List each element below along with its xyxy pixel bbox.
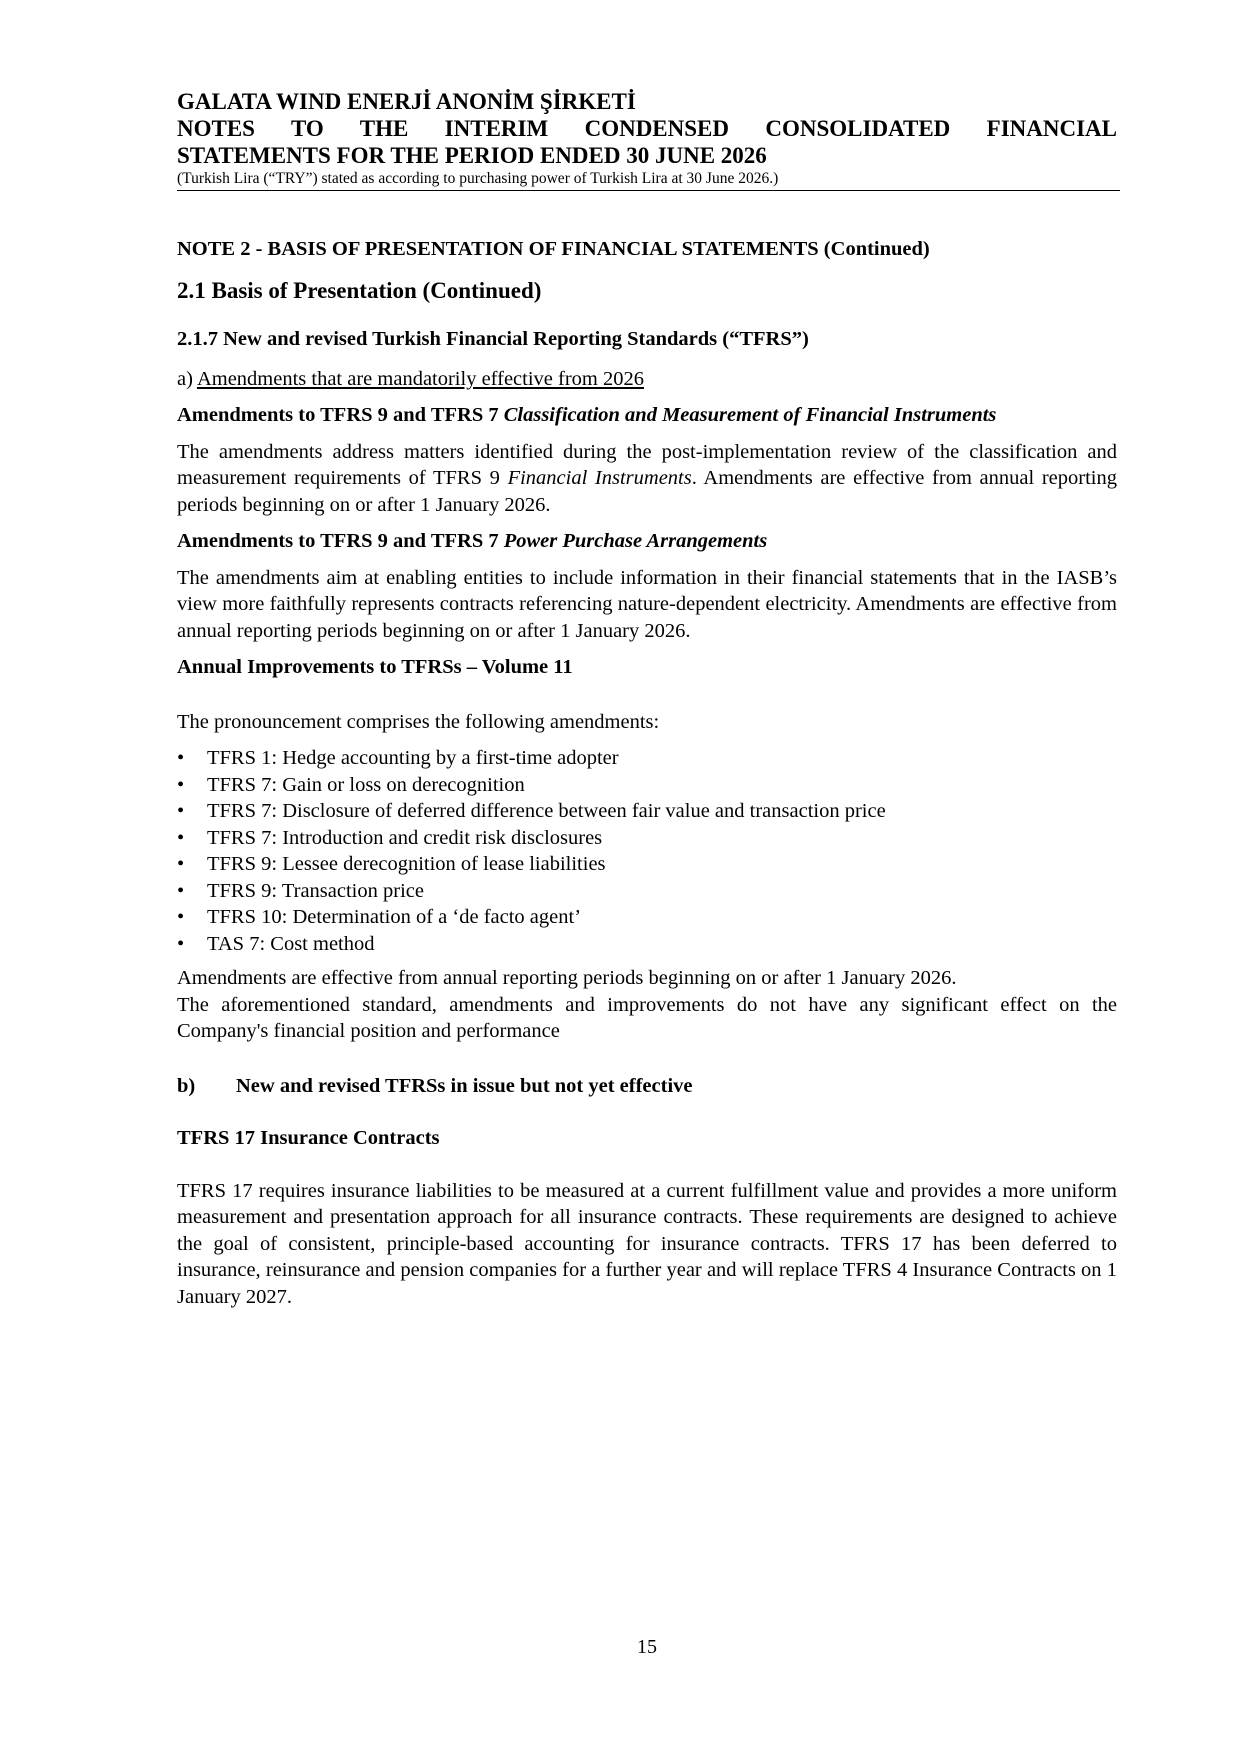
- amendment-1-title: [177, 402, 1117, 429]
- amendment-1-text-part-1: The amendments address matters identified during the post-implementation review of the classification and measurement requirements of TFRS 9: [177, 440, 1117, 489]
- annual-improvements-conclusion: The aforementioned standard, amendments and improvements do not have any significant effect on the Company's financial position and performance: [177, 993, 1117, 1042]
- list-item: • TFRS 7: Disclosure of deferred difference between fair value and transaction price: [177, 798, 1117, 825]
- report-title-line-2: STATEMENTS FOR THE PERIOD ENDED 30 JUNE 2026: [177, 143, 767, 168]
- part-a-heading: [177, 366, 1117, 393]
- amendment-2-title: [177, 528, 1117, 555]
- list-item: • TFRS 9: Transaction price: [177, 878, 1117, 905]
- part-b-text: New and revised TFRSs in issue but not yet effective: [236, 1074, 693, 1097]
- part-a-text: Amendments that are mandatorily effective from 2026: [196, 367, 644, 390]
- amendment-2-title-bold: Amendments to TFRS 9 and TFRS 7: [177, 530, 504, 552]
- section-heading: 2.1 Basis of Presentation (Continued): [177, 277, 542, 303]
- page-number: 15: [637, 1636, 657, 1658]
- report-title-line-1: NOTES TO THE INTERIM CONDENSED CONSOLIDATED FINANCIAL: [177, 116, 1117, 141]
- header-divider: [177, 190, 1120, 191]
- amendment-1-text-part-2: . Amendments are effective from annual reporting periods beginning on or after 1 January 2026.: [177, 467, 1118, 516]
- list-item: • TFRS 9: Lessee derecognition of lease liabilities: [177, 851, 1117, 878]
- page-header: [177, 88, 1117, 191]
- company-name: GALATA WIND ENERJİ ANONİM ŞİRKETİ: [177, 89, 636, 114]
- subsection-heading: 2.1.7 New and revised Turkish Financial Reporting Standards (“TFRS”): [177, 328, 809, 350]
- amendment-2-title-italic: Power Purchase Arrangements: [503, 530, 768, 552]
- amendment-1-title-bold: Amendments to TFRS 9 and TFRS 7: [177, 404, 504, 426]
- amendment-1-text-italic: Financial Instruments: [507, 467, 692, 489]
- amendment-1-title-italic: Classification and Measurement of Financial Instruments: [503, 404, 997, 426]
- list-item: • TFRS 1: Hedge accounting by a first-time adopter: [177, 745, 1117, 772]
- annual-improvements-title: Annual Improvements to TFRSs – Volume 11: [177, 656, 573, 678]
- amendment-2-text: The amendments aim at enabling entities to include information in their financial statements that in the IASB’s view more faithfully represents contracts referencing nature-dependent electricity. Amendments are effective from annual reporting periods beginning on or after 1 January 2026.: [177, 566, 1117, 642]
- annual-improvements-effective: Amendments are effective from annual reporting periods beginning on or after 1 January 2026.: [177, 967, 957, 989]
- note-heading: NOTE 2 - BASIS OF PRESENTATION OF FINANCIAL STATEMENTS (Continued): [177, 238, 930, 260]
- amendment-1-text: [177, 439, 1117, 519]
- list-item: • TFRS 7: Introduction and credit risk disclosures: [177, 825, 1117, 852]
- part-a-label: a): [177, 367, 193, 390]
- list-item: • TAS 7: Cost method: [177, 931, 1117, 958]
- annual-improvements-intro: The pronouncement comprises the following amendments:: [177, 710, 660, 733]
- amendments-list: [177, 745, 1117, 957]
- tfrs17-title: TFRS 17 Insurance Contracts: [177, 1127, 440, 1149]
- part-b-heading: [177, 1073, 1117, 1100]
- list-item: • TFRS 7: Gain or loss on derecognition: [177, 772, 1117, 799]
- list-item: • TFRS 10: Determination of a ‘de facto agent’: [177, 904, 1117, 931]
- tfrs17-text: TFRS 17 requires insurance liabilities to be measured at a current fulfillment value and provides a more uniform measurement and presentation approach for all insurance contracts. These requirements are designed to achieve the goal of consistent, principle-based accounting for insurance contracts. TFRS 17 has been deferred to insurance, reinsurance and pension companies for a further year and will replace TFRS 4 Insurance Contracts on 1 January 2027.: [177, 1179, 1117, 1308]
- part-b-label: b): [177, 1074, 196, 1097]
- page-body: [177, 236, 1117, 1320]
- document-page: [177, 0, 1117, 1754]
- report-subtitle: (Turkish Lira (“TRY”) stated as according to purchasing power of Turkish Lira at 30 June 2026.): [177, 170, 779, 187]
